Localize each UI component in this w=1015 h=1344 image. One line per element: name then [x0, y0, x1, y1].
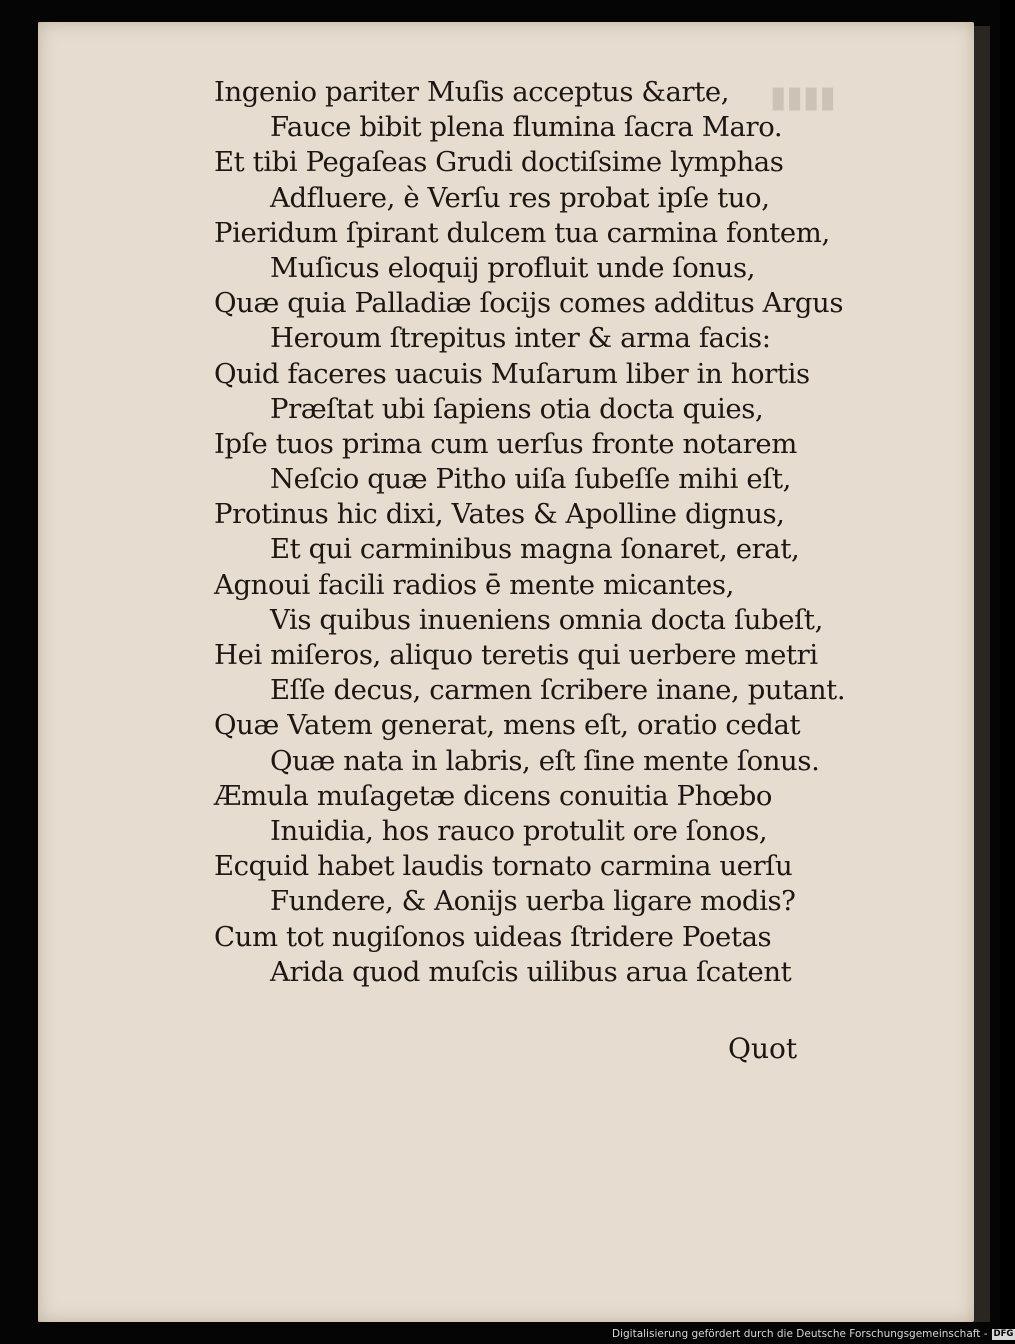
poem-line: Quæ quia Palladiæ ſocijs comes additus Argus — [214, 287, 844, 320]
poem-line: Fauce bibit plena flumina ſacra Maro. — [270, 111, 783, 144]
poem-line: Æmula muſagetæ dicens conuitia Phœbo — [214, 779, 773, 812]
poem-line: Quæ nata in labris, eſt ſine mente ſonus. — [270, 744, 820, 777]
poem-line: Ipſe tuos prima cum uerſus fronte notarem — [214, 427, 797, 460]
poem-line: Quid faceres uacuis Muſarum liber in hortis — [214, 357, 810, 390]
poem-line: Cum tot nugiſonos uideas ſtridere Poetas — [214, 920, 772, 953]
poem-line: Heroum ſtrepitus inter & arma facis: — [270, 322, 771, 355]
poem-line: Hei miſeros, aliquo teretis qui uerbere metri — [214, 639, 818, 671]
poem-text — [214, 75, 854, 990]
poem-line: Ingenio pariter Muſis acceptus &arte, — [214, 76, 730, 108]
dfg-logo-icon: DFG — [993, 1328, 1014, 1339]
poem-line: Agnoui facili radios ē mente micantes, — [214, 568, 734, 601]
catchword: Quot — [728, 1032, 798, 1065]
poem-line: Eſſe decus, carmen ſcribere inane, putant. — [270, 674, 846, 707]
poem-line: Protinus hic dixi, Vates & Apolline dignus, — [214, 498, 785, 531]
poem-line: Adfluere, è Verſu res probat ipſe tuo, — [270, 181, 770, 214]
poem-line: Arida quod muſcis uilibus arua ſcatent — [270, 955, 792, 988]
poem-line: Et qui carminibus magna ſonaret, erat, — [270, 533, 800, 566]
poem-line: Ecquid habet laudis tornato carmina uerſu — [214, 850, 793, 883]
digitization-credit — [612, 1328, 1015, 1340]
poem-line: Vis quibus inueniens omnia docta ſubeſt, — [270, 603, 823, 636]
poem-line: Inuidia, hos rauco protulit ore ſonos, — [270, 814, 768, 847]
poem-line: Præſtat ubi ſapiens otia docta quies, — [270, 392, 764, 425]
poem-line: Et tibi Pegaſeas Grudi doctiſsime lymphas — [214, 146, 784, 179]
poem-line: Muſicus eloquij profluit unde ſonus, — [270, 251, 756, 284]
poem-line: Quæ Vatem generat, mens eſt, oratio cedat — [214, 709, 801, 742]
credit-text: Digitalisierung gefördert durch die Deutsche Forschungsgemeinschaft - — [612, 1328, 988, 1340]
page-edge — [974, 26, 990, 1322]
poem-line: Neſcio quæ Pitho uiſa ſubeſſe mihi eſt, — [270, 463, 791, 496]
poem-line: Fundere, & Aonijs uerba ligare modis? — [270, 885, 796, 918]
poem-line: Pieridum ſpirant dulcem tua carmina fontem, — [214, 216, 830, 249]
